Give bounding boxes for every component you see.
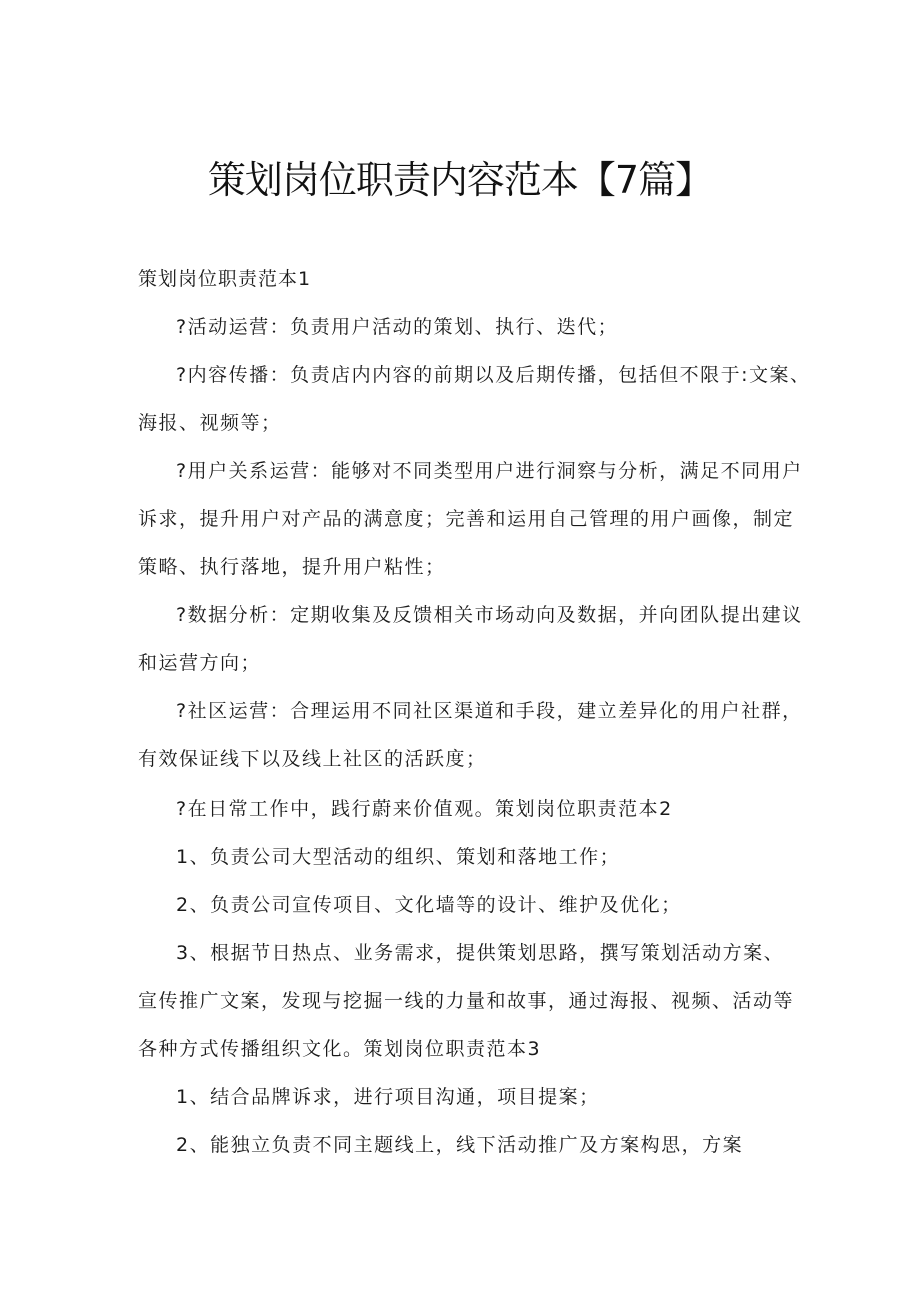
paragraph-line: 1、结合品牌诉求，进行项目沟通，项目提案； <box>176 1086 600 1108</box>
paragraph-line: 3、根据节日热点、业务需求，提供策划思路，撰写策划活动方案、 <box>176 942 785 964</box>
paragraph-line: ?数据分析：定期收集及反馈相关市场动向及数据，并向团队提出建议 <box>176 604 803 626</box>
paragraph-line: ?社区运营：合理运用不同社区渠道和手段，建立差异化的用户社群， <box>176 700 803 722</box>
paragraph-line: ?活动运营：负责用户活动的策划、执行、迭代； <box>176 316 619 338</box>
paragraph-line: 各种方式传播组织文化。策划岗位职责范本3 <box>138 1038 542 1060</box>
paragraph-line: 诉求，提升用户对产品的满意度；完善和运用自己管理的用户画像，制定 <box>138 508 795 530</box>
document-title: 策划岗位职责内容范本【7篇】 <box>207 158 713 202</box>
paragraph-line: 宣传推广文案，发现与挖掘一线的力量和故事，通过海报、视频、活动等 <box>138 990 795 1012</box>
paragraph-line: 1、负责公司大型活动的组织、策划和落地工作； <box>176 846 621 868</box>
paragraph-line: 2、能独立负责不同主题线上，线下活动推广及方案构思，方案 <box>176 1134 744 1156</box>
paragraph-line: 有效保证线下以及线上社区的活跃度； <box>138 748 487 770</box>
paragraph-line: 和运营方向； <box>138 652 262 674</box>
paragraph-line: 策略、执行落地，提升用户粘性； <box>138 556 446 578</box>
paragraph-line: ?用户关系运营：能够对不同类型用户进行洞察与分析，满足不同用户 <box>176 460 803 482</box>
paragraph-line: ?内容传播：负责店内内容的前期以及后期传播，包括但不限于:文案、 <box>176 364 811 386</box>
paragraph-line: 海报、视频等； <box>138 412 282 434</box>
paragraph-line: 2、负责公司宣传项目、文化墙等的设计、维护及优化； <box>176 894 682 916</box>
paragraph-line: ?在日常工作中，践行蔚来价值观。策划岗位职责范本2 <box>176 798 673 820</box>
section-heading: 策划岗位职责范本1 <box>138 268 312 290</box>
